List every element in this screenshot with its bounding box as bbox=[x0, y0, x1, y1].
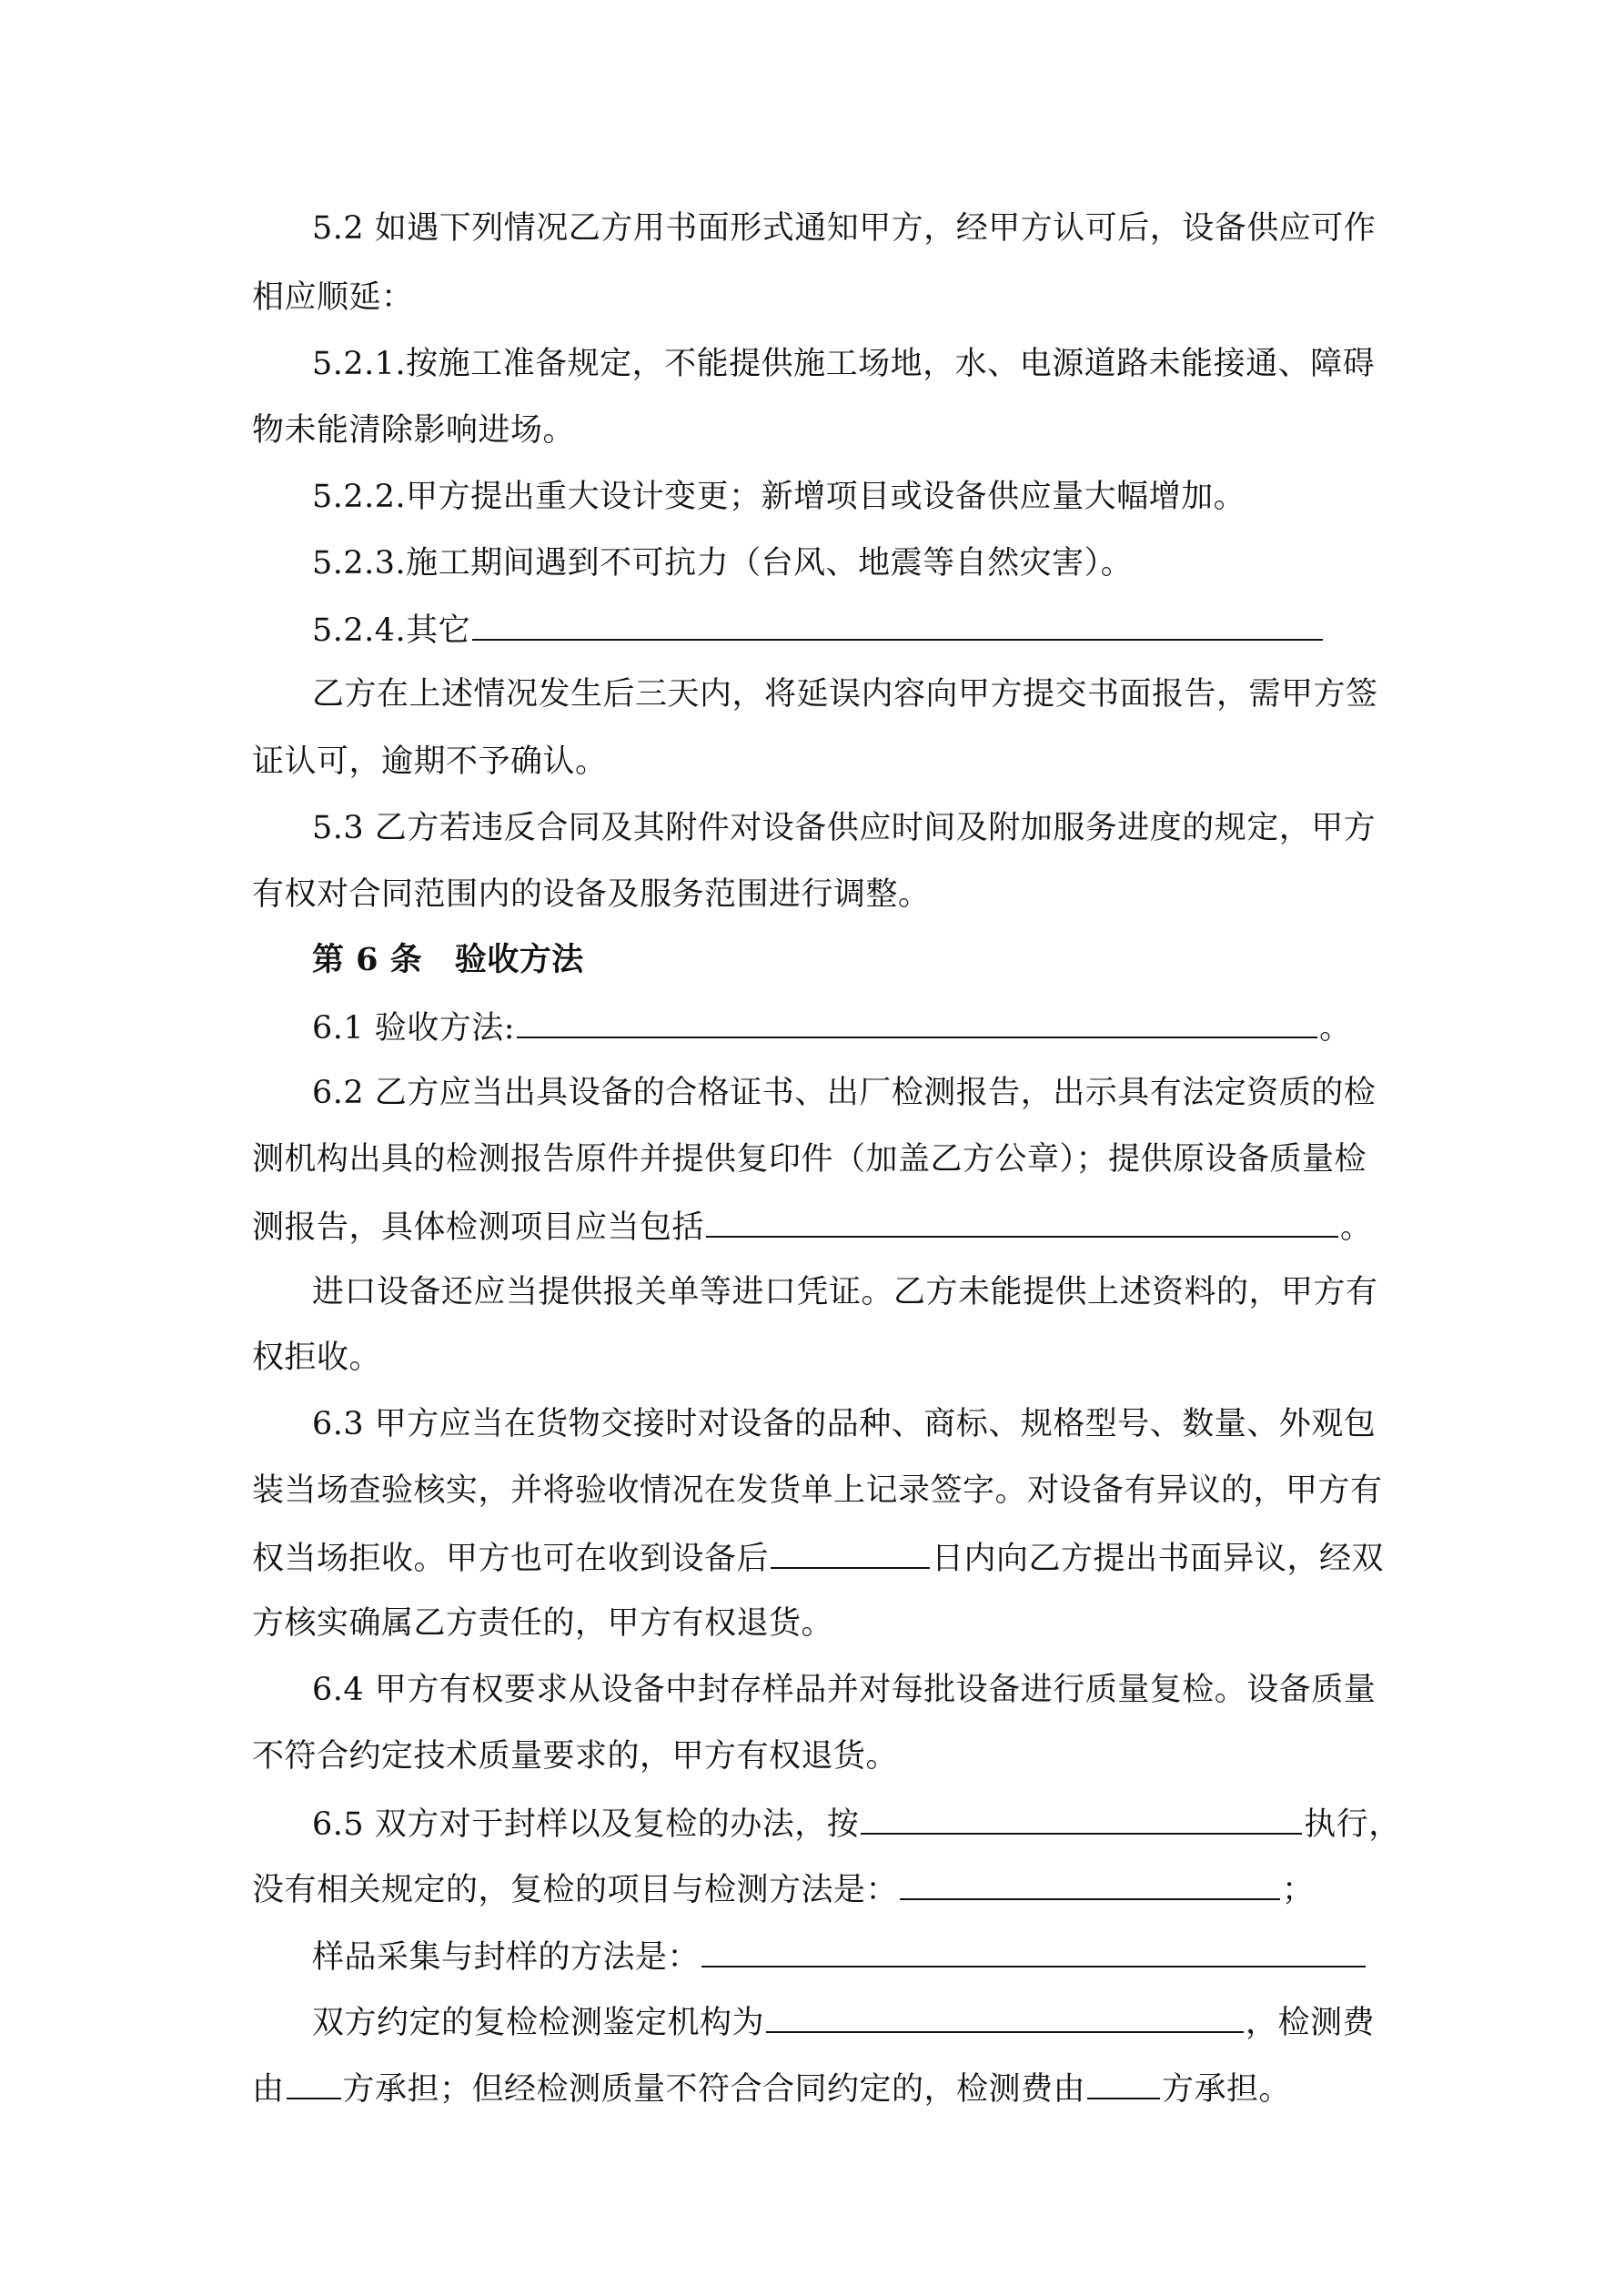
clause-6-3-line-3-text: 权当场拒收。甲方也可在收到设备后 bbox=[252, 1541, 770, 1577]
objection-days-blank[interactable] bbox=[771, 1536, 930, 1569]
fee-party-blank-1[interactable] bbox=[287, 2067, 341, 2099]
clause-6-5-line-1-text: 6.5 双方对于封样以及复检的办法，按 bbox=[312, 1806, 860, 1843]
clause-6-3-line-1: 6.3 甲方应当在货物交接时对设备的品种、商标、规格型号、数量、外观包 bbox=[312, 1406, 1377, 1442]
clause-5-2-line-1: 5.2 如遇下列情况乙方用书面形式通知甲方，经甲方认可后，设备供应可作 bbox=[312, 210, 1377, 247]
clause-6-2-line-2: 测机构出具的检测报告原件并提供复印件（加盖乙方公章）；提供原设备质量检 bbox=[252, 1141, 1367, 1178]
clause-5-2-1-line-2: 物未能清除影响进场。 bbox=[252, 412, 576, 449]
clause-6-5-line-2-text: 没有相关规定的，复检的项目与检测方法是： bbox=[252, 1872, 899, 1908]
fee-party-blank-2[interactable] bbox=[1087, 2067, 1160, 2099]
recheck-agency-text: 双方约定的复检检测鉴定机构为 bbox=[312, 2005, 765, 2041]
acceptance-method-blank[interactable] bbox=[517, 1006, 1317, 1038]
clause-5-2-4-label: 5.2.4.其它 bbox=[312, 612, 471, 649]
recheck-agency-blank[interactable] bbox=[766, 2000, 1244, 2033]
clause-6-4-line-2: 不符合约定技术质量要求的，甲方有权退货。 bbox=[252, 1738, 899, 1775]
sampling-line bbox=[312, 1935, 1367, 1977]
clause-5-3-line-2: 有权对合同范围内的设备及服务范围进行调整。 bbox=[252, 876, 931, 913]
import-docs-line-2: 权拒收。 bbox=[252, 1340, 382, 1376]
clause-5-2-4 bbox=[312, 608, 1325, 650]
clause-6-5-line-1-tail: 执行， bbox=[1304, 1806, 1401, 1843]
recheck-agency-tail: ，检测费 bbox=[1246, 2005, 1376, 2041]
clause-5-2-line-2: 相应顺延： bbox=[252, 279, 414, 316]
sampling-sealing-blank[interactable] bbox=[701, 1935, 1366, 1967]
clause-6-2-line-3-end: 。 bbox=[1340, 1209, 1373, 1246]
article-6-heading: 第 6 条 验收方法 bbox=[312, 941, 584, 978]
clause-6-3-line-3 bbox=[252, 1536, 1384, 1578]
fee-line bbox=[252, 2067, 1291, 2109]
delay-report-line-1: 乙方在上述情况发生后三天内，将延误内容向甲方提交书面报告，需甲方签 bbox=[312, 676, 1378, 713]
clause-6-3-line-4: 方核实确属乙方责任的，甲方有权退货。 bbox=[252, 1605, 834, 1642]
clause-6-3-line-3-tail: 日内向乙方提出书面异议，经双 bbox=[932, 1541, 1385, 1577]
sampling-method-basis-blank[interactable] bbox=[861, 1802, 1302, 1835]
import-docs-line-1: 进口设备还应当提供报关单等进口凭证。乙方未能提供上述资料的，甲方有 bbox=[312, 1274, 1378, 1310]
clause-6-5-line-2 bbox=[252, 1867, 1315, 1909]
other-blank-field[interactable] bbox=[472, 608, 1323, 641]
test-items-blank[interactable] bbox=[706, 1205, 1338, 1238]
clause-6-3-line-2: 装当场查验核实，并将验收情况在发货单上记录签字。对设备有异议的，甲方有 bbox=[252, 1472, 1383, 1509]
fee-line-middle: 方承担；但经检测质量不符合合同约定的，检测费由 bbox=[342, 2071, 1086, 2108]
clause-6-2-line-3-text: 测报告，具体检测项目应当包括 bbox=[252, 1209, 705, 1246]
recheck-agency-line bbox=[312, 2000, 1375, 2042]
clause-5-3-line-1: 5.3 乙方若违反合同及其附件对设备供应时间及附加服务进度的规定，甲方 bbox=[312, 810, 1377, 846]
delay-report-line-2: 证认可，逾期不予确认。 bbox=[252, 743, 608, 780]
fee-line-end: 方承担。 bbox=[1162, 2071, 1292, 2108]
clause-6-1-end: 。 bbox=[1319, 1010, 1352, 1047]
clause-6-1-label: 6.1 验收方法: bbox=[312, 1010, 516, 1047]
clause-6-1 bbox=[312, 1006, 1352, 1047]
clause-5-2-1-line-1: 5.2.1.按施工准备规定，不能提供施工场地，水、电源道路未能接通、障碍 bbox=[312, 346, 1376, 382]
clause-6-5-line-2-end: ； bbox=[1282, 1872, 1315, 1908]
clause-5-2-2: 5.2.2.甲方提出重大设计变更；新增项目或设备供应量大幅增加。 bbox=[312, 479, 1246, 515]
clause-6-2-line-1: 6.2 乙方应当出具设备的合格证书、出厂检测报告，出示具有法定资质的检 bbox=[312, 1075, 1377, 1111]
clause-5-2-3: 5.2.3.施工期间遇到不可抗力（台风、地震等自然灾害）。 bbox=[312, 545, 1134, 582]
clause-6-2-line-3 bbox=[252, 1205, 1373, 1247]
clause-6-4-line-1: 6.4 甲方有权要求从设备中封存样品并对每批设备进行质量复检。设备质量 bbox=[312, 1672, 1377, 1708]
recheck-method-blank[interactable] bbox=[900, 1867, 1280, 1900]
fee-line-start: 由 bbox=[252, 2071, 285, 2108]
sampling-line-text: 样品采集与封样的方法是： bbox=[312, 1939, 701, 1976]
clause-6-5-line-1 bbox=[312, 1802, 1401, 1844]
